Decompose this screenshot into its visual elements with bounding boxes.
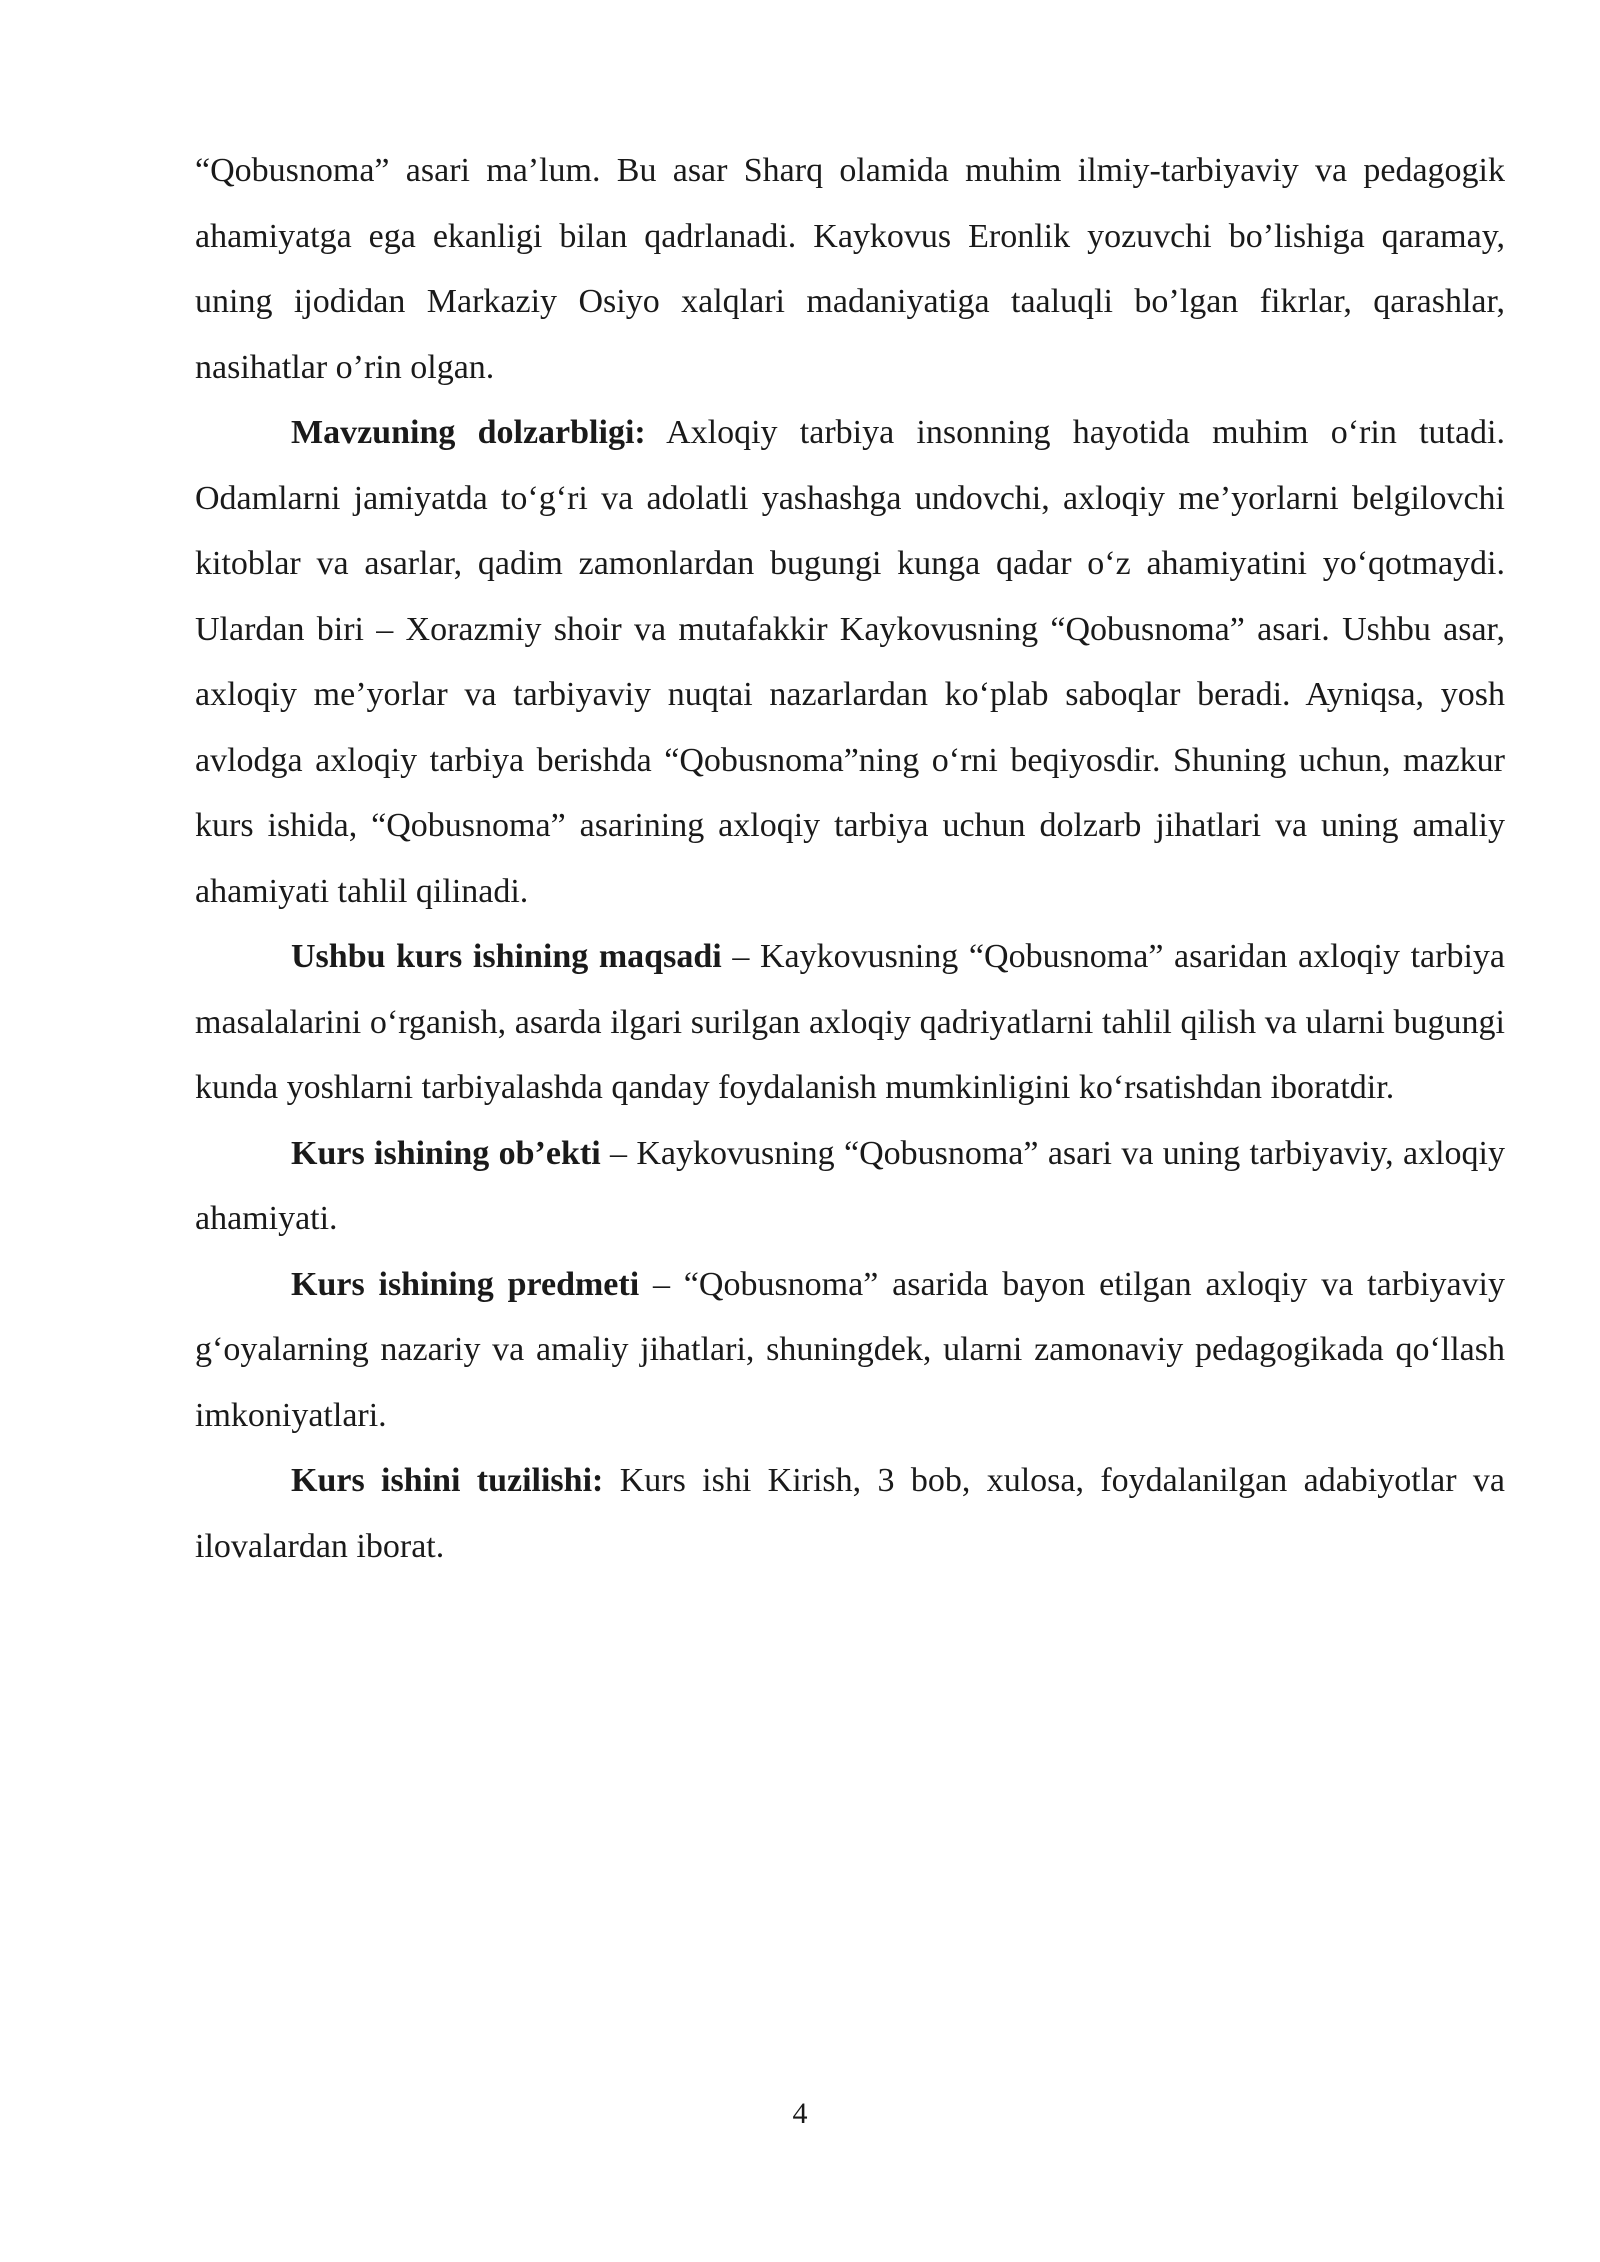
paragraph-heading: Mavzuning dolzarbligi:	[291, 414, 646, 451]
paragraph-structure	[195, 1448, 1505, 1579]
paragraph-text: Kurs ishi Kirish, 3 bob, xulosa, foydalanilgan adabiyotlar va ilovalardan iborat.	[195, 1462, 1506, 1565]
paragraph-subject	[195, 1252, 1505, 1449]
paragraph-heading: Kurs ishining predmeti	[291, 1265, 640, 1303]
paragraph-text: Axloqiy tarbiya insonning hayotida muhim oʻrin tutadi. Odamlarni jamiyatda toʻgʻri va adolatli yashashga undovchi, axloqiy me’yorlarni belgilovchi kitoblar va asarlar, qadim zamonlardan bugungi kunga qadar oʻz ahamiyatini yoʻqotmaydi. Ulardan biri – Xorazmiy shoir va mutafakkir Kaykovusning “Qobusnoma” asari. Ushbu asar, axloqiy me’yorlar va tarbiyaviy nuqtai nazarlardan koʻplab saboqlar beradi. Ayniqsa, yosh avlodga axloqiy tarbiya berishda “Qobusnoma”ning oʻrni beqiyosdir. Shuning uchun, mazkur kurs ishida, “Qobusnoma” asarining axloqiy tarbiya uchun dolzarb jihatlari va uning amaliy ahamiyati tahlil qilinadi.	[195, 414, 1505, 910]
page-body	[195, 138, 1505, 1579]
paragraph-goal	[195, 924, 1505, 1121]
paragraph-text: – Kaykovusning “Qobusnoma” asari va uning tarbiyaviy, axloqiy ahamiyati.	[195, 1134, 1505, 1237]
paragraph-heading: Kurs ishining ob’ekti	[291, 1134, 601, 1172]
paragraph-object	[195, 1121, 1505, 1252]
paragraph-text: – Kaykovusning “Qobusnoma” asaridan axloqiy tarbiya masalalarini oʻrganish, asarda ilgari surilgan axloqiy qadriyatlarni tahlil qilish va ularni bugungi kunda yoshlarni tarbiyalashda qanday foydalanish mumkinligini koʻrsatishdan iboratdir.	[195, 938, 1505, 1106]
paragraph-heading: Ushbu kurs ishining maqsadi	[291, 938, 722, 975]
paragraph-text: – “Qobusnoma” asarida bayon etilgan axloqiy va tarbiyaviy gʻoyalarning nazariy va amaliy jihatlari, shuningdek, ularni zamonaviy pedagogikada qoʻllash imkoniyatlari.	[195, 1265, 1505, 1434]
paragraph-text: “Qobusnoma” asari ma’lum. Bu asar Sharq olamida muhim ilmiy-tarbiyaviy va pedagogik ahamiyatga ega ekanligi bilan qadrlanadi. Kaykovus Eronlik yozuvchi bo’lishiga qaramay, uning ijodidan Markaziy Osiyo xalqlari madaniyatiga taaluqli bo’lgan fikrlar, qarashlar, nasihatlar o’rin olgan.	[195, 152, 1505, 386]
paragraph-intro	[195, 138, 1505, 400]
page-number: 4	[792, 2097, 808, 2130]
paragraph-heading: Kurs ishini tuzilishi:	[291, 1462, 604, 1499]
paragraph-relevance	[195, 400, 1505, 924]
